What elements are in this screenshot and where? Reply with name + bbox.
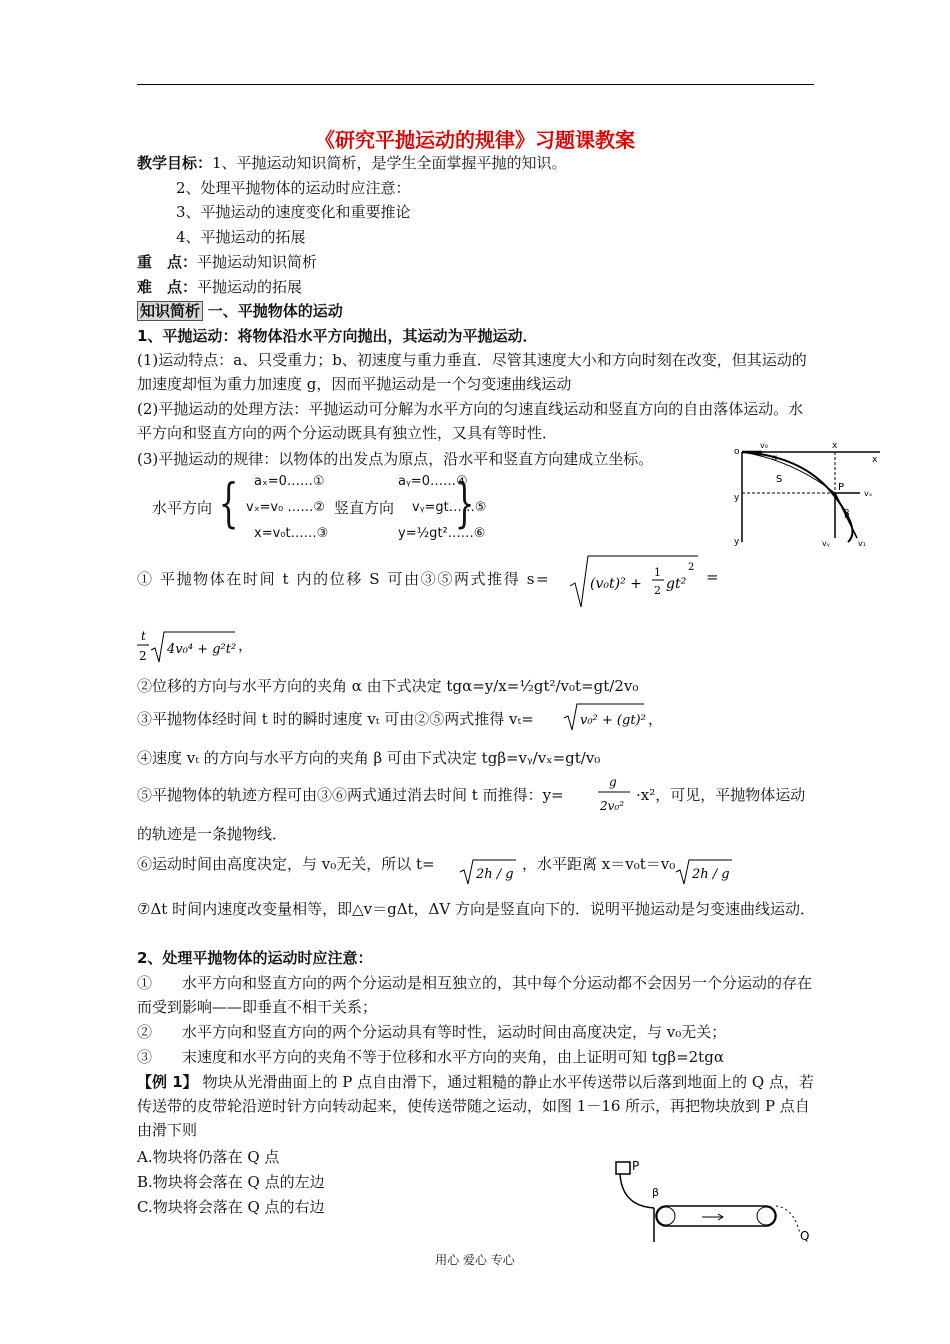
svg-text:t: t (141, 629, 146, 643)
fig1-beta: β (844, 509, 850, 519)
fig2-p: P (632, 1159, 640, 1173)
hard-line (137, 275, 302, 299)
displacement-curve (742, 452, 835, 493)
svg-text:4v₀⁴ + g²t²: 4v₀⁴ + g²t² (167, 642, 237, 657)
result-3-text: ③平抛物体经时间 t 时的瞬时速度 vₜ 可由②⑤两式推得 vₜ= (137, 710, 534, 728)
fig1-v0: v₀ (760, 441, 768, 450)
result-1-comma: ， (238, 636, 254, 654)
projectile-figure (732, 438, 884, 550)
option-b: B.物块将会落在 Q 点的左边 (137, 1173, 325, 1191)
eq-h2: vₓ=v₀ ……② (246, 500, 326, 515)
formula-time (458, 856, 518, 886)
result-1-equals: = (706, 568, 719, 586)
result-5-tail: 的轨迹是一条抛物线． (137, 825, 288, 843)
fig1-yaxis: y (734, 537, 740, 547)
vertical-label: 竖直方向 (334, 499, 395, 517)
key-text: 平抛运动知识简析 (197, 253, 318, 271)
svg-text:v₀² + (gt)²: v₀² + (gt)² (580, 713, 646, 728)
note-1: ① 水平方向和竖直方向的两个分运动是相互独立的，其中每个分运动都不会因另一个分运动的存在而受到影响——即垂直不相干关系； (137, 974, 813, 1016)
p2-heading: 2、处理平抛物体的运动时应注意： (137, 949, 373, 967)
fig1-p: P (838, 482, 845, 493)
result-7: ⑦Δt 时间内速度改变量相等，即△v＝gΔt，ΔV 方向是竖直向下的．说明平抛运动是匀变速曲线运动． (137, 900, 815, 918)
goal-item-3: 3、平抛运动的速度变化和重要推论 (176, 203, 411, 221)
fig1-xaxis: x (872, 455, 878, 465)
example-1 (137, 1070, 815, 1142)
formula-s-result (137, 626, 237, 666)
formula-trajectory (596, 772, 634, 816)
p1-heading: 1、平抛运动：将物体沿水平方向抛出，其运动为平抛运动． (137, 327, 538, 345)
eq-h3: x=v₀t……③ (254, 526, 329, 541)
svg-text:2h / g: 2h / g (692, 867, 730, 882)
eq-v3: y=½gt²……⑥ (398, 526, 486, 541)
fall-path (776, 1206, 800, 1234)
result-1-text: ① 平抛物体在时间 t 内的位移 S 可由③⑤两式推得 s= (137, 570, 551, 588)
result-5-rest: ·x²，可见，平抛物体运动 (636, 786, 806, 804)
fig2-beta: β (652, 1186, 660, 1199)
key-line (137, 250, 317, 274)
eq-h1: aₓ=0……① (254, 474, 325, 489)
p1-item-2: (2)平抛运动的处理方法：平抛运动可分解为水平方向的匀速直线运动和竖直方向的自由落体运动。水平方向和竖直方向的两个分运动既具有独立性，又具有等时性． (137, 400, 804, 442)
goal-item-1: 1、平抛运动知识简析，是学生全面掌握平抛的知识。 (212, 154, 567, 172)
fig1-vy: vᵧ (822, 539, 830, 548)
fig1-vx: vₓ (864, 489, 873, 498)
note-3: ③ 末速度和水平方向的夹角不等于位移和水平方向的夹角，由上证明可知 tgβ=2tgα (137, 1048, 724, 1066)
result-6-text: ⑥运动时间由高度决定，与 v₀无关，所以 t= (137, 855, 435, 873)
svg-text:2h / g: 2h / g (476, 867, 514, 882)
fig1-o: o (734, 447, 740, 457)
p1-item-3: (3)平抛运动的规律：以物体的出发点为原点，沿水平和竖直方向建成立坐标。 (137, 450, 654, 468)
eq-v1: aᵧ=0……④ (398, 474, 468, 489)
section-1-heading (137, 299, 343, 323)
vertical-brace: } (454, 474, 475, 534)
right-pulley (757, 1207, 775, 1225)
svg-text:2: 2 (654, 584, 661, 597)
svg-text:2: 2 (139, 649, 147, 663)
p1-item-1: (1)运动特点：a、只受重力；b、初速度与重力垂直．尽管其速度大小和方向时刻在改变，但其运动的加速度却恒为重力加速度 g，因而平抛运动是一个匀变速曲线运动 (137, 351, 807, 393)
svg-text:(v₀t)² +: (v₀t)² + (590, 576, 642, 592)
result-3-comma: ， (648, 710, 664, 728)
fig1-y: y (734, 493, 740, 503)
result-2: ②位移的方向与水平方向的夹角 α 由下式决定 tgα=y/x=½gt²/v₀t=gt/2v₀ (137, 677, 639, 695)
fig2-q: Q (800, 1229, 810, 1243)
slope-curve (620, 1174, 654, 1208)
formula-vt (562, 700, 646, 734)
option-c: C.物块将会落在 Q 点的右边 (137, 1198, 325, 1216)
svg-text:g: g (609, 775, 617, 789)
formula-s-sqrt (568, 552, 702, 610)
left-pulley (657, 1207, 675, 1225)
svg-text:1: 1 (654, 566, 661, 579)
goal-item-4: 4、平抛运动的拓展 (176, 228, 306, 246)
goals-line-1 (137, 151, 567, 175)
example-1-label: 【例 1】 (137, 1073, 198, 1091)
fig1-vt: v₁ (858, 539, 866, 548)
result-4: ④速度 vₜ 的方向与水平方向的夹角 β 可由下式决定 tgβ=vᵧ/vₓ=gt/v₀ (137, 749, 601, 767)
svg-text:gt²: gt² (666, 576, 687, 592)
section-tag: 知识简析 (137, 301, 203, 321)
result-5-text: ⑤平抛物体的轨迹方程可由③⑥两式通过消去时间 t 而推得：y= (137, 786, 564, 804)
conveyor-belt (656, 1206, 776, 1226)
hard-text: 平抛运动的拓展 (197, 278, 303, 296)
formula-range (674, 856, 734, 886)
trajectory-curve (742, 452, 852, 542)
result-6-rest: ，水平距离 x＝v₀t＝v₀ (522, 855, 676, 873)
horizontal-label: 水平方向 (152, 499, 213, 517)
fig1-s: S (776, 474, 783, 485)
fig1-x: x (832, 441, 838, 451)
fig1-alpha: α (772, 453, 778, 462)
example-1-text: 物块从光滑曲面上的 P 点自由滑下，通过粗糙的静止水平传送带以后落到地面上的 Q 点，若传送带的皮带轮沿逆时针方向转动起来，使传送带随之运动，如图 1－16 所示，再把物块放到 P 点自由滑下则 (137, 1073, 814, 1139)
block-p (616, 1162, 630, 1174)
eq-v2: vᵧ=gt……⑤ (412, 500, 487, 515)
svg-text:2: 2 (688, 562, 695, 573)
hard-label: 难 点： (137, 278, 198, 296)
option-a: A.物块将仍落在 Q 点 (137, 1148, 280, 1166)
header-rule (137, 84, 814, 85)
svg-text:2v₀²: 2v₀² (600, 799, 625, 813)
page-title: 《研究平抛运动的规律》习题课教案 (315, 128, 635, 152)
note-2: ② 水平方向和竖直方向的两个分运动具有等时性，运动时间由高度决定，与 v₀无关； (137, 1023, 727, 1041)
goals-label: 教学目标： (137, 154, 213, 172)
conveyor-figure (606, 1156, 816, 1246)
goal-item-2: 2、处理平抛物体的运动时应注意： (176, 179, 411, 197)
horizontal-brace: { (218, 474, 239, 534)
section-1-title: 一、平抛物体的运动 (207, 302, 343, 320)
key-label: 重 点： (137, 253, 198, 271)
page-footer: 用心 爱心 专心 (435, 1253, 515, 1267)
